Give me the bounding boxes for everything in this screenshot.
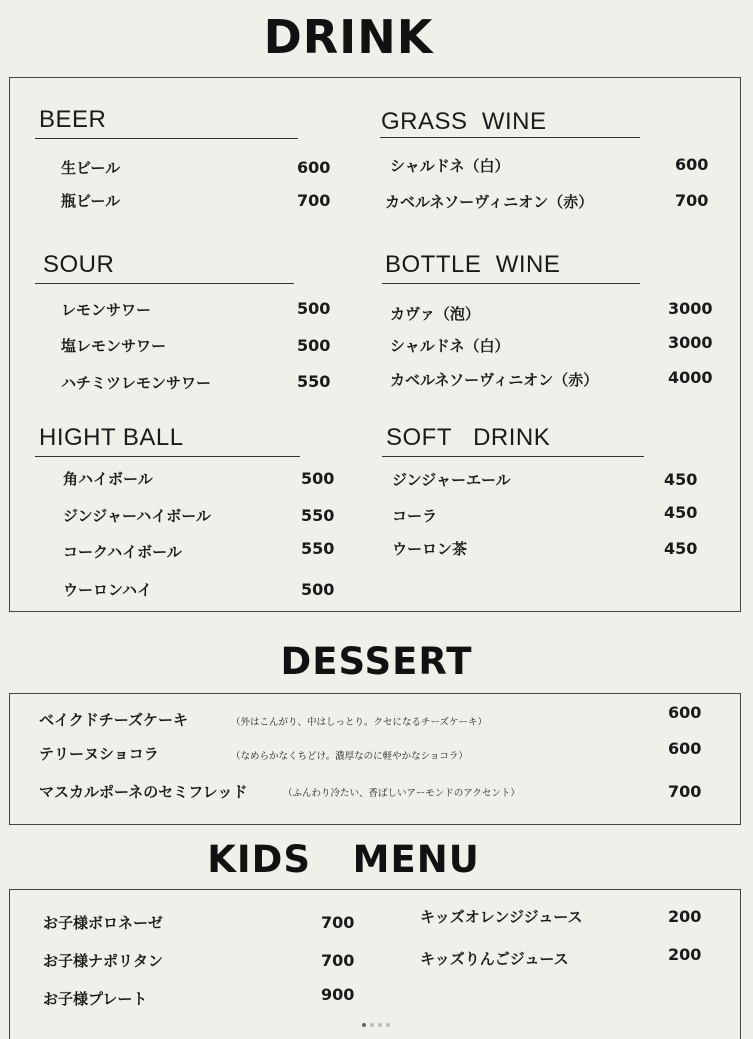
menu-item-name: カヴァ（泡） (390, 305, 480, 323)
menu-item-price: 4000 (668, 368, 713, 387)
kids-item-name: お子様ナポリタン (43, 952, 164, 970)
kids-item-price: 700 (321, 951, 355, 970)
dessert-item-note: （ふんわり冷たい、香ばしいアーモンドのアクセント） (283, 788, 520, 799)
dessert-item-price: 600 (668, 739, 702, 758)
section-rule-soft-drink (382, 456, 644, 457)
menu-item-price: 550 (301, 506, 335, 525)
dessert-item-name: ベイクドチーズケーキ (39, 711, 188, 729)
carousel-page-dots[interactable] (362, 1012, 394, 1031)
kids-item-name: キッズオレンジジュース (420, 908, 583, 926)
menu-item-price: 3000 (668, 299, 713, 318)
menu-item-price: 500 (297, 336, 331, 355)
menu-item-price: 600 (675, 155, 709, 174)
kids-item-name: キッズりんごジュース (420, 950, 569, 968)
menu-item-name: 瓶ビール (61, 192, 121, 210)
menu-item-name: カベルネソーヴィニオン（赤） (390, 371, 599, 389)
dessert-item-name: テリーヌショコラ (39, 745, 159, 763)
menu-item-price: 700 (675, 191, 709, 210)
section-rule-beer (35, 138, 298, 139)
dessert-item-price: 600 (668, 703, 702, 722)
menu-item-name: シャルドネ（白） (390, 157, 510, 175)
menu-item-name: ウーロンハイ (63, 581, 152, 599)
section-rule-sour (35, 283, 294, 284)
section-heading-highball: HIGHT BALL (39, 424, 184, 451)
drink-title: DRINK (263, 10, 434, 64)
dessert-item-price: 700 (668, 782, 702, 801)
menu-item-name: ハチミツレモンサワー (61, 374, 212, 392)
menu-item-name: 生ビール (61, 159, 121, 177)
menu-item-name: ジンジャーエール (392, 471, 511, 489)
kids-menu-title: KIDS MENU (207, 838, 480, 881)
menu-item-price: 550 (301, 539, 335, 558)
kids-item-name: お子様プレート (43, 990, 148, 1008)
menu-item-name: ウーロン茶 (392, 540, 468, 558)
kids-item-price: 700 (321, 913, 355, 932)
section-heading-bottle-wine: BOTTLE WINE (385, 251, 561, 278)
menu-item-name: コークハイボール (63, 543, 182, 561)
section-heading-soft-drink: SOFT DRINK (386, 424, 551, 451)
menu-item-name: コーラ (392, 507, 438, 525)
menu-item-price: 3000 (668, 333, 713, 352)
dessert-title: DESSERT (280, 640, 473, 683)
menu-item-name: シャルドネ（白） (390, 337, 510, 355)
menu-item-price: 700 (297, 191, 331, 210)
dessert-item-note: （なめらかなくちどけ。濃厚なのに軽やかなショコラ） (231, 751, 468, 762)
menu-item-price: 500 (301, 580, 335, 599)
menu-item-price: 500 (297, 299, 331, 318)
menu-item-name: 塩レモンサワー (61, 337, 167, 355)
kids-item-price: 200 (668, 907, 702, 926)
section-heading-beer: BEER (39, 106, 107, 133)
section-heading-glass-wine: GRASS WINE (381, 108, 547, 135)
menu-item-price: 450 (664, 470, 698, 489)
kids-item-name: お子様ボロネーゼ (43, 914, 163, 932)
section-rule-highball (35, 456, 300, 457)
section-heading-sour: SOUR (43, 251, 115, 278)
menu-item-price: 600 (297, 158, 331, 177)
dessert-item-name: マスカルポーネのセミフレッド (39, 783, 248, 801)
menu-item-price: 450 (664, 503, 698, 522)
menu-item-name: レモンサワー (61, 301, 152, 319)
menu-item-price: 450 (664, 539, 698, 558)
section-rule-glass-wine (380, 137, 640, 138)
dessert-item-note: （外はこんがり、中はしっとり。クセになるチーズケーキ） (231, 717, 488, 728)
menu-item-price: 550 (297, 372, 331, 391)
menu-item-name: カベルネソーヴィニオン（赤） (385, 193, 594, 211)
kids-item-price: 900 (321, 985, 355, 1004)
menu-item-name: 角ハイボール (63, 470, 153, 488)
menu-item-name: ジンジャーハイボール (63, 507, 211, 525)
section-rule-bottle-wine (382, 283, 640, 284)
kids-item-price: 200 (668, 945, 702, 964)
menu-item-price: 500 (301, 469, 335, 488)
